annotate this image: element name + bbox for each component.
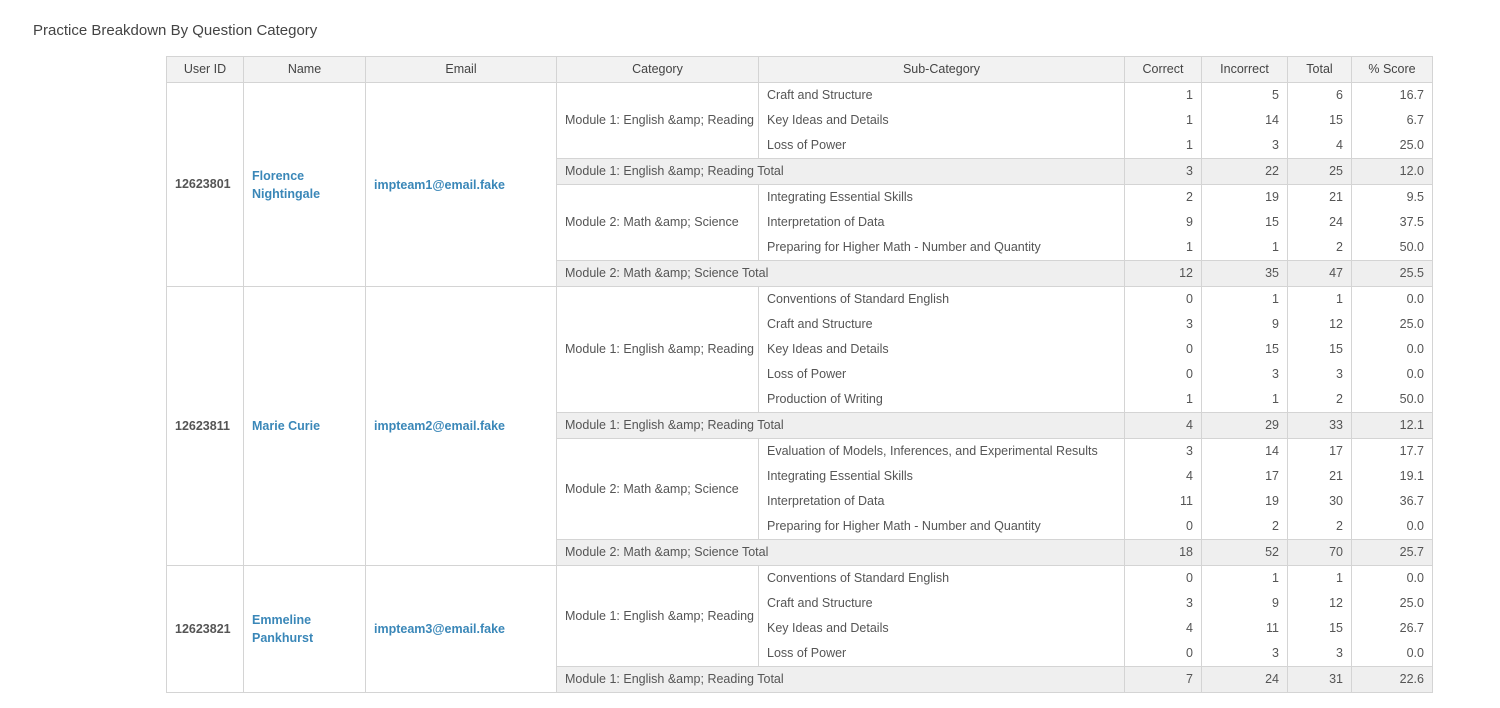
user-name-link[interactable]: Florence Nightingale — [252, 168, 321, 201]
correct-cell: 3 — [1125, 312, 1202, 337]
score-total-cell: 12.1 — [1352, 413, 1433, 439]
user-email-link[interactable]: impteam3@email.fake — [374, 622, 505, 636]
incorrect-total-cell: 29 — [1202, 413, 1288, 439]
sub-category-cell: Key Ideas and Details — [759, 337, 1125, 362]
total-cell: 2 — [1288, 387, 1352, 413]
correct-total-cell: 18 — [1125, 540, 1202, 566]
total-cell: 12 — [1288, 591, 1352, 616]
correct-total-cell: 12 — [1125, 261, 1202, 287]
score-cell: 19.1 — [1352, 464, 1433, 489]
total-cell: 17 — [1288, 439, 1352, 465]
total-cell: 15 — [1288, 108, 1352, 133]
sub-category-cell: Preparing for Higher Math - Number and Quantity — [759, 235, 1125, 261]
user-email-link[interactable]: impteam2@email.fake — [374, 419, 505, 433]
column-header-total[interactable]: Total — [1288, 57, 1352, 83]
incorrect-cell: 3 — [1202, 133, 1288, 159]
practice-breakdown-table — [166, 56, 1433, 693]
incorrect-cell: 11 — [1202, 616, 1288, 641]
subtotal-label: Module 2: Math &amp; Science Total — [557, 540, 1125, 566]
correct-cell: 9 — [1125, 210, 1202, 235]
subtotal-label: Module 2: Math &amp; Science Total — [557, 261, 1125, 287]
category-cell: Module 2: Math &amp; Science — [557, 439, 759, 540]
user-email-cell — [366, 566, 557, 693]
correct-total-cell: 4 — [1125, 413, 1202, 439]
correct-cell: 0 — [1125, 287, 1202, 313]
user-id-cell: 12623821 — [167, 566, 244, 693]
sub-category-cell: Craft and Structure — [759, 83, 1125, 109]
category-cell: Module 1: English &amp; Reading — [557, 83, 759, 159]
table-row — [167, 566, 1433, 592]
column-header-incorrect[interactable]: Incorrect — [1202, 57, 1288, 83]
user-name-cell — [244, 83, 366, 287]
total-cell: 1 — [1288, 566, 1352, 592]
user-id-cell: 12623811 — [167, 287, 244, 566]
incorrect-cell: 9 — [1202, 591, 1288, 616]
incorrect-cell: 15 — [1202, 210, 1288, 235]
score-cell: 36.7 — [1352, 489, 1433, 514]
incorrect-cell: 19 — [1202, 185, 1288, 211]
correct-cell: 0 — [1125, 337, 1202, 362]
user-email-link[interactable]: impteam1@email.fake — [374, 177, 505, 192]
sub-category-cell: Craft and Structure — [759, 312, 1125, 337]
column-header-correct[interactable]: Correct — [1125, 57, 1202, 83]
correct-cell: 0 — [1125, 566, 1202, 592]
incorrect-cell: 1 — [1202, 235, 1288, 261]
score-cell: 17.7 — [1352, 439, 1433, 465]
correct-cell: 3 — [1125, 439, 1202, 465]
correct-cell: 1 — [1125, 387, 1202, 413]
score-cell: 0.0 — [1352, 337, 1433, 362]
incorrect-cell: 3 — [1202, 362, 1288, 387]
total-cell: 21 — [1288, 464, 1352, 489]
sub-category-cell: Conventions of Standard English — [759, 287, 1125, 313]
correct-cell: 2 — [1125, 185, 1202, 211]
sub-category-cell: Interpretation of Data — [759, 489, 1125, 514]
incorrect-cell: 5 — [1202, 83, 1288, 109]
correct-cell: 3 — [1125, 591, 1202, 616]
correct-cell: 0 — [1125, 514, 1202, 540]
sub-category-cell: Key Ideas and Details — [759, 616, 1125, 641]
incorrect-cell: 1 — [1202, 387, 1288, 413]
score-cell: 0.0 — [1352, 287, 1433, 313]
score-cell: 25.0 — [1352, 133, 1433, 159]
incorrect-cell: 14 — [1202, 439, 1288, 465]
total-cell: 24 — [1288, 210, 1352, 235]
total-cell: 2 — [1288, 235, 1352, 261]
sub-category-cell: Integrating Essential Skills — [759, 464, 1125, 489]
total-cell: 1 — [1288, 287, 1352, 313]
column-header-category[interactable]: Category — [557, 57, 759, 83]
user-email-cell — [366, 287, 557, 566]
sub-category-cell: Preparing for Higher Math - Number and Quantity — [759, 514, 1125, 540]
incorrect-cell: 2 — [1202, 514, 1288, 540]
correct-cell: 4 — [1125, 464, 1202, 489]
correct-cell: 0 — [1125, 362, 1202, 387]
incorrect-cell: 17 — [1202, 464, 1288, 489]
column-header-score[interactable]: % Score — [1352, 57, 1433, 83]
sub-category-cell: Loss of Power — [759, 641, 1125, 667]
correct-cell: 1 — [1125, 133, 1202, 159]
score-cell: 16.7 — [1352, 83, 1433, 109]
score-cell: 25.0 — [1352, 312, 1433, 337]
total-cell: 15 — [1288, 337, 1352, 362]
sub-category-cell: Integrating Essential Skills — [759, 185, 1125, 211]
correct-total-cell: 7 — [1125, 667, 1202, 693]
category-cell: Module 1: English &amp; Reading — [557, 287, 759, 413]
total-cell: 21 — [1288, 185, 1352, 211]
subtotal-label: Module 1: English &amp; Reading Total — [557, 413, 1125, 439]
sub-category-cell: Key Ideas and Details — [759, 108, 1125, 133]
subtotal-label: Module 1: English &amp; Reading Total — [557, 159, 1125, 185]
total-total-cell: 33 — [1288, 413, 1352, 439]
correct-cell: 1 — [1125, 83, 1202, 109]
incorrect-total-cell: 22 — [1202, 159, 1288, 185]
incorrect-total-cell: 35 — [1202, 261, 1288, 287]
correct-cell: 11 — [1125, 489, 1202, 514]
header-row — [167, 57, 1433, 83]
score-cell: 9.5 — [1352, 185, 1433, 211]
category-cell: Module 2: Math &amp; Science — [557, 185, 759, 261]
table-row — [167, 287, 1433, 313]
total-total-cell: 47 — [1288, 261, 1352, 287]
score-cell: 26.7 — [1352, 616, 1433, 641]
column-header-user-id[interactable]: User ID — [167, 57, 244, 83]
score-cell: 0.0 — [1352, 362, 1433, 387]
incorrect-cell: 19 — [1202, 489, 1288, 514]
total-cell: 2 — [1288, 514, 1352, 540]
sub-category-cell: Loss of Power — [759, 362, 1125, 387]
score-cell: 0.0 — [1352, 566, 1433, 592]
score-total-cell: 25.5 — [1352, 261, 1433, 287]
correct-cell: 1 — [1125, 108, 1202, 133]
sub-category-cell: Conventions of Standard English — [759, 566, 1125, 592]
score-cell: 37.5 — [1352, 210, 1433, 235]
score-cell: 50.0 — [1352, 387, 1433, 413]
user-name-link[interactable]: Marie Curie — [252, 419, 321, 433]
total-cell: 4 — [1288, 133, 1352, 159]
subtotal-label: Module 1: English &amp; Reading Total — [557, 667, 1125, 693]
sub-category-cell: Interpretation of Data — [759, 210, 1125, 235]
score-cell: 0.0 — [1352, 514, 1433, 540]
total-cell: 30 — [1288, 489, 1352, 514]
total-total-cell: 70 — [1288, 540, 1352, 566]
incorrect-cell: 1 — [1202, 287, 1288, 313]
total-cell: 3 — [1288, 362, 1352, 387]
score-total-cell: 25.7 — [1352, 540, 1433, 566]
sub-category-cell: Production of Writing — [759, 387, 1125, 413]
page-title: Practice Breakdown By Question Category — [33, 22, 318, 39]
score-cell: 0.0 — [1352, 641, 1433, 667]
correct-cell: 4 — [1125, 616, 1202, 641]
score-cell: 6.7 — [1352, 108, 1433, 133]
incorrect-cell: 9 — [1202, 312, 1288, 337]
sub-category-cell: Loss of Power — [759, 133, 1125, 159]
sub-category-cell: Evaluation of Models, Inferences, and Experimental Results — [759, 439, 1125, 465]
correct-cell: 0 — [1125, 641, 1202, 667]
incorrect-cell: 14 — [1202, 108, 1288, 133]
total-cell: 3 — [1288, 641, 1352, 667]
correct-cell: 1 — [1125, 235, 1202, 261]
table-row — [167, 83, 1433, 109]
report-body — [167, 83, 1433, 693]
sub-category-cell: Craft and Structure — [759, 591, 1125, 616]
user-name-link[interactable]: Emmeline Pankhurst — [252, 613, 314, 645]
user-email-cell — [366, 83, 557, 287]
score-cell: 25.0 — [1352, 591, 1433, 616]
user-id-cell: 12623801 — [167, 83, 244, 287]
incorrect-cell: 15 — [1202, 337, 1288, 362]
category-cell: Module 1: English &amp; Reading — [557, 566, 759, 667]
incorrect-cell: 3 — [1202, 641, 1288, 667]
user-name-cell — [244, 287, 366, 566]
total-total-cell: 31 — [1288, 667, 1352, 693]
column-header-name[interactable]: Name — [244, 57, 366, 83]
user-name-cell — [244, 566, 366, 693]
score-total-cell: 22.6 — [1352, 667, 1433, 693]
total-cell: 15 — [1288, 616, 1352, 641]
total-cell: 12 — [1288, 312, 1352, 337]
correct-total-cell: 3 — [1125, 159, 1202, 185]
incorrect-cell: 1 — [1202, 566, 1288, 592]
column-header-email[interactable]: Email — [366, 57, 557, 83]
total-total-cell: 25 — [1288, 159, 1352, 185]
incorrect-total-cell: 24 — [1202, 667, 1288, 693]
column-header-sub-category[interactable]: Sub-Category — [759, 57, 1125, 83]
score-total-cell: 12.0 — [1352, 159, 1433, 185]
score-cell: 50.0 — [1352, 235, 1433, 261]
incorrect-total-cell: 52 — [1202, 540, 1288, 566]
total-cell: 6 — [1288, 83, 1352, 109]
